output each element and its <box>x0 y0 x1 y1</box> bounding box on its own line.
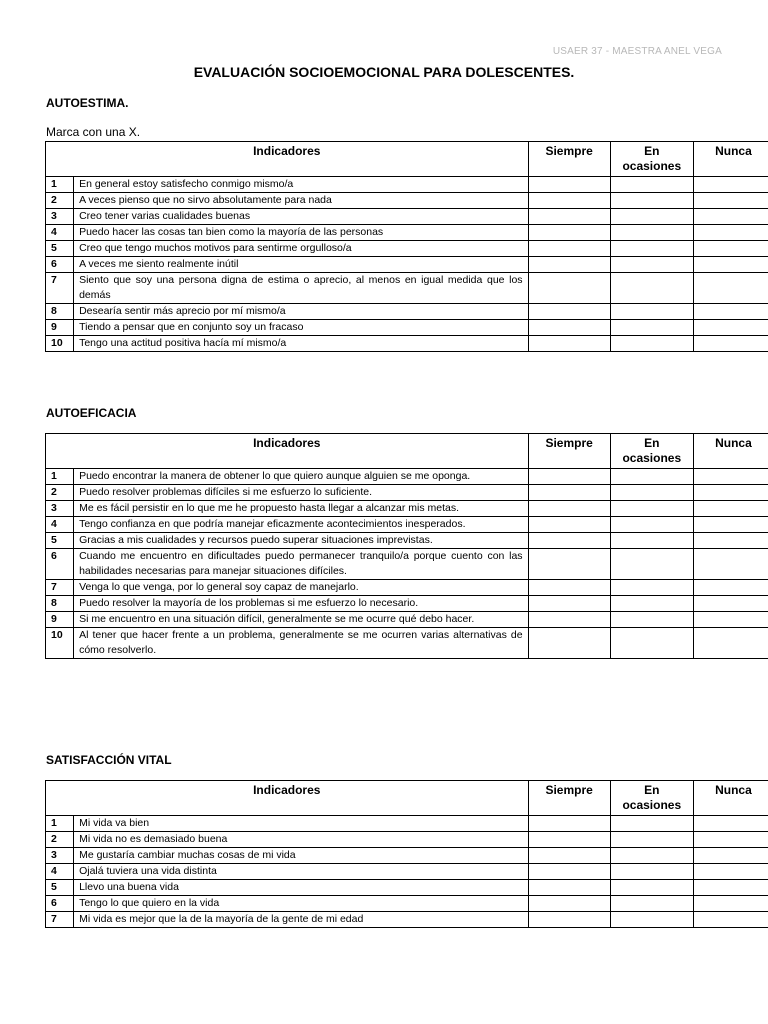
en-ocasiones-cell[interactable] <box>610 177 693 193</box>
row-number: 1 <box>46 469 74 485</box>
table-row <box>46 257 768 273</box>
siempre-cell[interactable] <box>528 320 610 336</box>
indicator-text: Creo tener varias cualidades buenas <box>74 209 528 225</box>
indicator-text: Tengo confianza en que podría manejar eficazmente acontecimientos inesperados. <box>74 517 528 533</box>
nunca-cell[interactable] <box>693 517 768 533</box>
row-number: 9 <box>46 612 74 628</box>
siempre-cell[interactable] <box>528 596 610 612</box>
nunca-cell[interactable] <box>693 209 768 225</box>
table-row <box>46 225 768 241</box>
en-ocasiones-cell[interactable] <box>610 848 693 864</box>
indicator-text: Cuando me encuentro en dificultades puedo permanecer tranquilo/a porque cuento con las habilidades necesarias para manejar situaciones difíciles. <box>74 549 528 580</box>
column-header-en-ocasiones: En ocasiones <box>610 434 693 469</box>
en-ocasiones-cell[interactable] <box>610 304 693 320</box>
row-number: 2 <box>46 193 74 209</box>
en-ocasiones-cell[interactable] <box>610 912 693 928</box>
table-row <box>46 273 768 304</box>
nunca-cell[interactable] <box>693 533 768 549</box>
en-ocasiones-cell[interactable] <box>610 193 693 209</box>
indicator-text: Tengo lo que quiero en la vida <box>74 896 528 912</box>
nunca-cell[interactable] <box>693 816 768 832</box>
row-number: 3 <box>46 501 74 517</box>
row-number: 4 <box>46 225 74 241</box>
column-header-siempre: Siempre <box>528 142 610 177</box>
en-ocasiones-cell[interactable] <box>610 336 693 352</box>
indicator-text: A veces pienso que no sirvo absolutamente para nada <box>74 193 528 209</box>
nunca-cell[interactable] <box>693 549 768 580</box>
table-autoeficacia <box>45 433 768 659</box>
en-ocasiones-cell[interactable] <box>610 832 693 848</box>
table-autoestima <box>45 141 768 352</box>
nunca-cell[interactable] <box>693 304 768 320</box>
indicator-text: Llevo una buena vida <box>74 880 528 896</box>
row-number: 1 <box>46 177 74 193</box>
row-number: 3 <box>46 848 74 864</box>
table-row <box>46 336 768 352</box>
siempre-cell[interactable] <box>528 896 610 912</box>
siempre-cell[interactable] <box>528 612 610 628</box>
nunca-cell[interactable] <box>693 320 768 336</box>
en-ocasiones-cell[interactable] <box>610 225 693 241</box>
en-ocasiones-cell[interactable] <box>610 485 693 501</box>
row-number: 2 <box>46 832 74 848</box>
nunca-cell[interactable] <box>693 241 768 257</box>
indicator-text: Creo que tengo muchos motivos para sentirme orgulloso/a <box>74 241 528 257</box>
row-number: 7 <box>46 273 74 304</box>
nunca-cell[interactable] <box>693 193 768 209</box>
table-row <box>46 912 768 928</box>
indicator-text: Si me encuentro en una situación difícil, generalmente se me ocurre qué debo hacer. <box>74 612 528 628</box>
table-row <box>46 848 768 864</box>
en-ocasiones-cell[interactable] <box>610 880 693 896</box>
row-number: 6 <box>46 896 74 912</box>
siempre-cell[interactable] <box>528 628 610 659</box>
indicator-text: Mi vida va bien <box>74 816 528 832</box>
row-number: 6 <box>46 257 74 273</box>
section-heading-autoeficacia: AUTOEFICACIA <box>46 406 137 420</box>
row-number: 10 <box>46 628 74 659</box>
table-satisfaccion-vital <box>45 780 768 928</box>
table-row <box>46 880 768 896</box>
siempre-cell[interactable] <box>528 580 610 596</box>
row-number: 9 <box>46 320 74 336</box>
indicator-text: Tiendo a pensar que en conjunto soy un fracaso <box>74 320 528 336</box>
siempre-cell[interactable] <box>528 848 610 864</box>
en-ocasiones-cell[interactable] <box>610 257 693 273</box>
row-number: 6 <box>46 549 74 580</box>
table-row <box>46 896 768 912</box>
nunca-cell[interactable] <box>693 848 768 864</box>
siempre-cell[interactable] <box>528 209 610 225</box>
siempre-cell[interactable] <box>528 177 610 193</box>
siempre-cell[interactable] <box>528 241 610 257</box>
header-note: USAER 37 - MAESTRA ANEL VEGA <box>552 46 722 57</box>
siempre-cell[interactable] <box>528 193 610 209</box>
row-number: 8 <box>46 596 74 612</box>
table-row <box>46 177 768 193</box>
indicator-text: Puedo hacer las cosas tan bien como la mayoría de las personas <box>74 225 528 241</box>
nunca-cell[interactable] <box>693 596 768 612</box>
en-ocasiones-cell[interactable] <box>610 816 693 832</box>
row-number: 5 <box>46 533 74 549</box>
nunca-cell[interactable] <box>693 469 768 485</box>
indicator-text: En general estoy satisfecho conmigo mismo/a <box>74 177 528 193</box>
nunca-cell[interactable] <box>693 832 768 848</box>
siempre-cell[interactable] <box>528 864 610 880</box>
nunca-cell[interactable] <box>693 864 768 880</box>
row-number: 4 <box>46 864 74 880</box>
indicator-text: Desearía sentir más aprecio por mí mismo/a <box>74 304 528 320</box>
row-number: 4 <box>46 517 74 533</box>
en-ocasiones-cell[interactable] <box>610 896 693 912</box>
indicator-text: Me gustaría cambiar muchas cosas de mi vida <box>74 848 528 864</box>
siempre-cell[interactable] <box>528 225 610 241</box>
table-row <box>46 209 768 225</box>
column-header-siempre: Siempre <box>528 781 610 816</box>
column-header-nunca: Nunca <box>693 434 768 469</box>
indicator-text: Ojalá tuviera una vida distinta <box>74 864 528 880</box>
en-ocasiones-cell[interactable] <box>610 533 693 549</box>
siempre-cell[interactable] <box>528 912 610 928</box>
indicator-text: A veces me siento realmente inútil <box>74 257 528 273</box>
row-number: 2 <box>46 485 74 501</box>
siempre-cell[interactable] <box>528 273 610 304</box>
siempre-cell[interactable] <box>528 501 610 517</box>
row-number: 5 <box>46 241 74 257</box>
nunca-cell[interactable] <box>693 485 768 501</box>
nunca-cell[interactable] <box>693 257 768 273</box>
table-row <box>46 612 768 628</box>
indicator-text: Mi vida no es demasiado buena <box>74 832 528 848</box>
siempre-cell[interactable] <box>528 336 610 352</box>
table-row <box>46 485 768 501</box>
indicator-text: Gracias a mis cualidades y recursos puedo superar situaciones imprevistas. <box>74 533 528 549</box>
document-title: EVALUACIÓN SOCIOEMOCIONAL PARA DOLESCENTES. <box>193 64 575 80</box>
indicator-text: Puedo resolver la mayoría de los problemas si me esfuerzo lo necesario. <box>74 596 528 612</box>
table-row <box>46 469 768 485</box>
nunca-cell[interactable] <box>693 896 768 912</box>
siempre-cell[interactable] <box>528 257 610 273</box>
row-number: 1 <box>46 816 74 832</box>
en-ocasiones-cell[interactable] <box>610 580 693 596</box>
nunca-cell[interactable] <box>693 880 768 896</box>
column-header-indicadores: Indicadores <box>46 781 529 816</box>
en-ocasiones-cell[interactable] <box>610 501 693 517</box>
instruction-text: Marca con una X. <box>46 125 141 139</box>
indicator-text: Puedo resolver problemas difíciles si me esfuerzo lo suficiente. <box>74 485 528 501</box>
column-header-en-ocasiones: En ocasiones <box>610 142 693 177</box>
siempre-cell[interactable] <box>528 304 610 320</box>
row-number: 10 <box>46 336 74 352</box>
table-row <box>46 832 768 848</box>
table-row <box>46 517 768 533</box>
indicator-text: Venga lo que venga, por lo general soy capaz de manejarlo. <box>74 580 528 596</box>
siempre-cell[interactable] <box>528 880 610 896</box>
indicator-text: Siento que soy una persona digna de estima o aprecio, al menos en igual medida que los demás <box>74 273 528 304</box>
en-ocasiones-cell[interactable] <box>610 549 693 580</box>
en-ocasiones-cell[interactable] <box>610 469 693 485</box>
table-row <box>46 628 768 659</box>
nunca-cell[interactable] <box>693 177 768 193</box>
table-row <box>46 816 768 832</box>
table-row <box>46 580 768 596</box>
row-number: 8 <box>46 304 74 320</box>
column-header-nunca: Nunca <box>693 142 768 177</box>
en-ocasiones-cell[interactable] <box>610 628 693 659</box>
siempre-cell[interactable] <box>528 549 610 580</box>
indicator-text: Puedo encontrar la manera de obtener lo que quiero aunque alguien se me oponga. <box>74 469 528 485</box>
siempre-cell[interactable] <box>528 832 610 848</box>
indicator-text: Me es fácil persistir en lo que me he propuesto hasta llegar a alcanzar mis metas. <box>74 501 528 517</box>
siempre-cell[interactable] <box>528 816 610 832</box>
en-ocasiones-cell[interactable] <box>610 517 693 533</box>
row-number: 7 <box>46 580 74 596</box>
table-row <box>46 501 768 517</box>
column-header-en-ocasiones: En ocasiones <box>610 781 693 816</box>
table-row <box>46 549 768 580</box>
en-ocasiones-cell[interactable] <box>610 241 693 257</box>
column-header-siempre: Siempre <box>528 434 610 469</box>
table-row <box>46 320 768 336</box>
en-ocasiones-cell[interactable] <box>610 273 693 304</box>
table-row <box>46 241 768 257</box>
indicator-text: Tengo una actitud positiva hacía mí mismo/a <box>74 336 528 352</box>
row-number: 3 <box>46 209 74 225</box>
nunca-cell[interactable] <box>693 628 768 659</box>
table-row <box>46 533 768 549</box>
indicator-text: Mi vida es mejor que la de la mayoría de la gente de mi edad <box>74 912 528 928</box>
nunca-cell[interactable] <box>693 612 768 628</box>
en-ocasiones-cell[interactable] <box>610 596 693 612</box>
row-number: 7 <box>46 912 74 928</box>
table-row <box>46 193 768 209</box>
en-ocasiones-cell[interactable] <box>610 320 693 336</box>
en-ocasiones-cell[interactable] <box>610 209 693 225</box>
en-ocasiones-cell[interactable] <box>610 864 693 880</box>
section-heading-satisfaccion-vital: SATISFACCIÓN VITAL <box>46 753 172 767</box>
siempre-cell[interactable] <box>528 485 610 501</box>
en-ocasiones-cell[interactable] <box>610 612 693 628</box>
nunca-cell[interactable] <box>693 580 768 596</box>
siempre-cell[interactable] <box>528 533 610 549</box>
indicator-text: Al tener que hacer frente a un problema, generalmente se me ocurren varias alternativas de cómo resolverlo. <box>74 628 528 659</box>
siempre-cell[interactable] <box>528 517 610 533</box>
siempre-cell[interactable] <box>528 469 610 485</box>
table-row <box>46 864 768 880</box>
table-row <box>46 304 768 320</box>
nunca-cell[interactable] <box>693 273 768 304</box>
nunca-cell[interactable] <box>693 336 768 352</box>
nunca-cell[interactable] <box>693 912 768 928</box>
section-heading-autoestima: AUTOESTIMA. <box>46 96 129 110</box>
table-row <box>46 596 768 612</box>
column-header-indicadores: Indicadores <box>46 434 529 469</box>
nunca-cell[interactable] <box>693 501 768 517</box>
row-number: 5 <box>46 880 74 896</box>
column-header-indicadores: Indicadores <box>46 142 529 177</box>
column-header-nunca: Nunca <box>693 781 768 816</box>
nunca-cell[interactable] <box>693 225 768 241</box>
